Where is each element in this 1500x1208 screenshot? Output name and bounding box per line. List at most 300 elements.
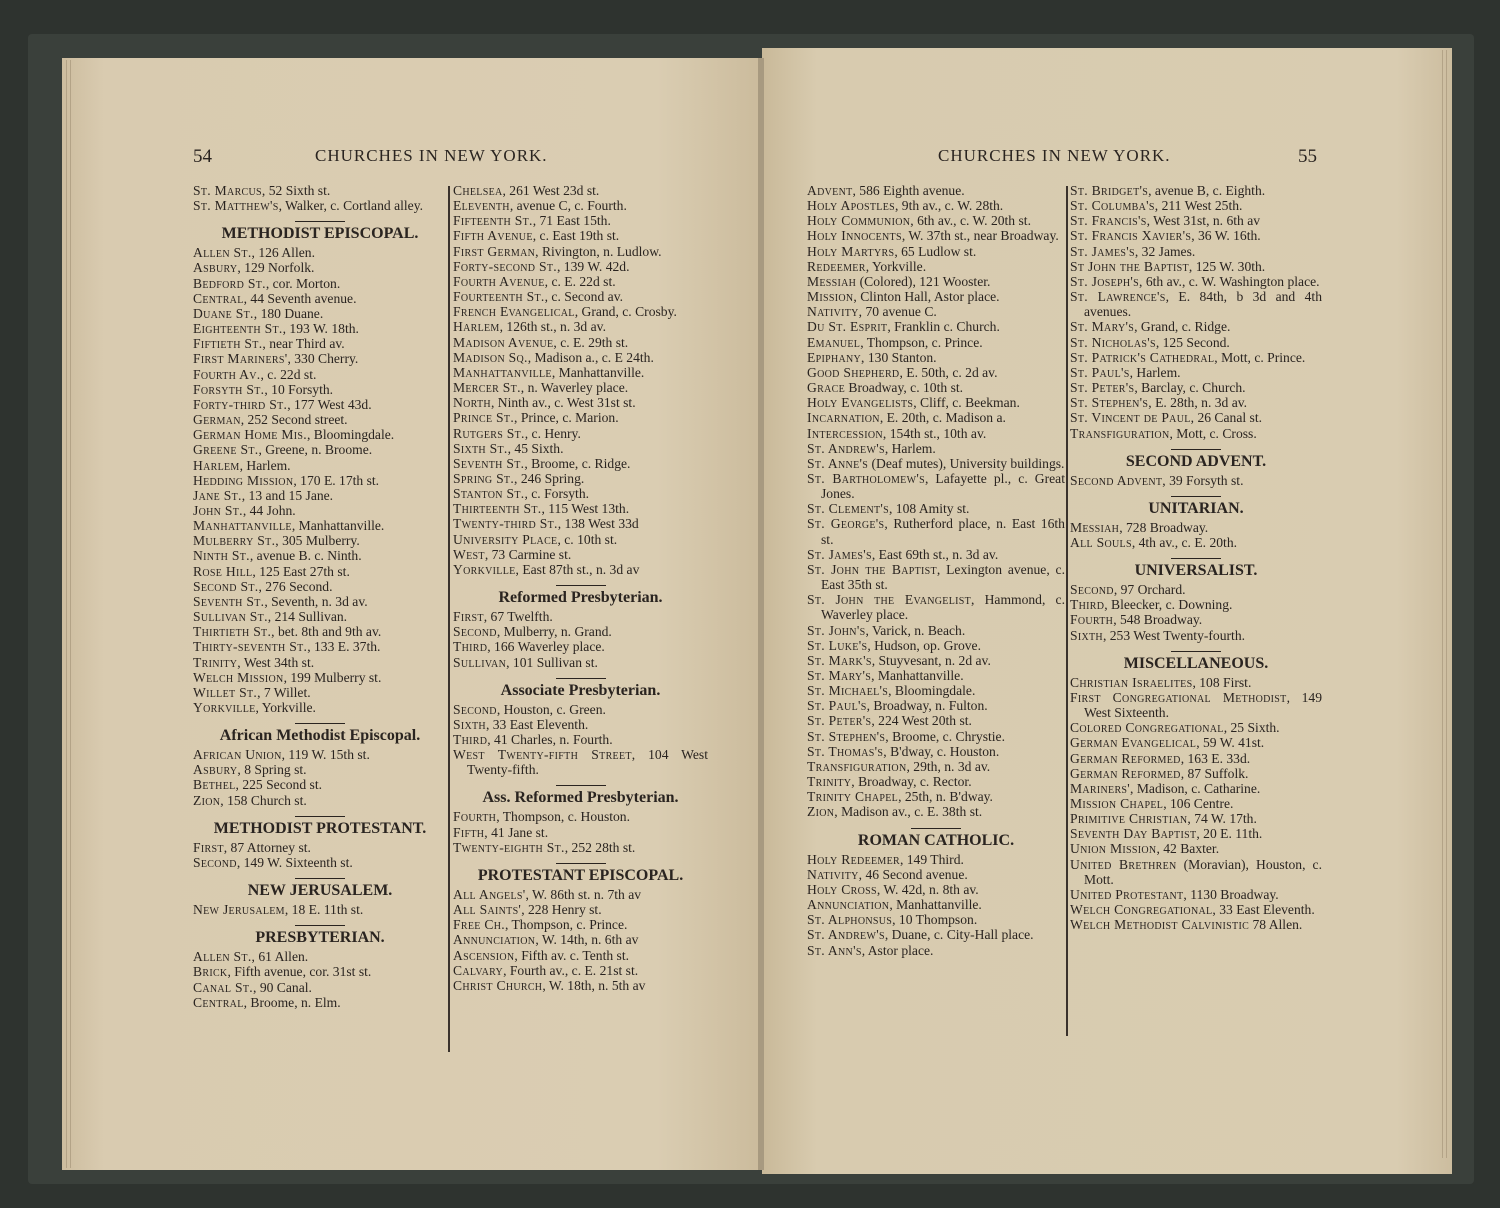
church-address: , 211 West 25th. (1154, 198, 1243, 214)
section-rule (295, 878, 345, 879)
church-name: Sullivan (453, 654, 507, 670)
church-address: , c. Second av. (544, 289, 624, 305)
church-address: , Hudson, op. Grove. (867, 637, 981, 653)
church-entry (193, 488, 447, 503)
church-entry (807, 683, 1065, 698)
church-address: , 108 Amity st. (889, 501, 970, 517)
church-entry (193, 503, 447, 518)
church-entry (453, 410, 708, 425)
church-name: Seventh St. (453, 455, 525, 471)
denomination-heading: African Methodist Episcopal. (219, 727, 421, 745)
section-rule (1171, 558, 1221, 559)
church-address: , 214 Sullivan. (267, 609, 348, 625)
church-name: Du St. Esprit (807, 319, 888, 335)
church-name: St. James's (1070, 243, 1135, 259)
church-address: , 180 Duane. (253, 305, 324, 321)
church-name: Bethel (193, 777, 236, 793)
denomination-heading: NEW JERUSALEM. (247, 882, 393, 900)
church-entry (1070, 350, 1322, 365)
church-entry (1070, 183, 1322, 198)
church-name: St. Thomas's (807, 743, 884, 759)
denomination-heading: METHODIST EPISCOPAL. (221, 225, 419, 243)
church-entry (807, 213, 1065, 228)
church-entry (453, 289, 708, 304)
church-name: Advent (807, 183, 853, 198)
church-address: , Barclay, c. Church. (1134, 380, 1246, 396)
church-address: , W. 18th, n. 5th av (542, 977, 646, 993)
section-rule (1171, 449, 1221, 450)
church-name: All Souls (1070, 534, 1132, 550)
church-entry (193, 336, 447, 351)
church-entry (807, 867, 1065, 882)
church-entry (453, 809, 708, 824)
church-address: , 42 Baxter. (1156, 841, 1220, 857)
church-entry (453, 274, 708, 289)
church-address: , c. E. 29th st. (553, 334, 629, 350)
church-entry (193, 473, 447, 488)
church-entry (1070, 198, 1322, 213)
church-name: St. Marcus (193, 183, 262, 198)
church-name: Transfiguration (1070, 425, 1170, 441)
church-entry (193, 624, 447, 639)
church-address: , 261 West 23d st. (502, 183, 600, 198)
church-entry (453, 547, 708, 562)
church-entry (453, 825, 708, 840)
church-entry (193, 412, 447, 427)
church-address: , 163 E. 33d. (1180, 750, 1251, 766)
church-entry (193, 855, 447, 870)
church-address: , 74 W. 17th. (1187, 811, 1257, 827)
church-name: Annunciation (807, 897, 890, 913)
church-name: Central (193, 994, 244, 1010)
church-name: First Mariners' (193, 351, 288, 367)
church-address: , avenue B. c. Ninth. (249, 548, 362, 564)
page-edge (70, 60, 71, 1168)
church-address: , Rivington, n. Ludlow. (535, 243, 662, 259)
church-name: Stanton St. (453, 486, 525, 502)
church-name: Eleventh (453, 198, 510, 214)
church-address: , B'dway, c. Houston. (883, 743, 1000, 759)
church-entry (193, 260, 447, 275)
church-name: St. Ann's (807, 942, 862, 958)
church-address: , Broadway, c. Rector. (851, 774, 972, 790)
church-address: , 44 Seventh avenue. (243, 290, 357, 306)
church-name: Intercession (807, 425, 883, 441)
church-name: Incarnation (807, 410, 880, 426)
church-address: , 199 Mulberry st. (283, 669, 382, 685)
church-address: , cor. Morton. (265, 275, 341, 291)
church-address: , 33 East Eleventh. (1212, 902, 1315, 918)
church-entry (807, 804, 1065, 819)
church-name: Second Advent (1070, 472, 1163, 488)
church-name: Holy Communion (807, 213, 911, 229)
church-address: , 87 Suffolk. (1180, 765, 1249, 781)
church-address: , 330 Cherry. (287, 351, 359, 367)
church-name: Yorkville (193, 700, 256, 715)
church-address: , Astor place. (861, 942, 934, 958)
church-address: , 32 James. (1134, 243, 1196, 259)
page-number-right: 55 (1298, 146, 1317, 167)
church-name: Fourth Av. (193, 366, 261, 382)
church-address: , 44 John. (242, 502, 296, 518)
denomination-heading: UNIVERSALIST. (1134, 562, 1258, 580)
church-entry (807, 471, 1065, 501)
church-address: , n. Waverley place. (520, 380, 629, 396)
church-entry (453, 516, 708, 531)
church-name: Twenty-eighth St. (453, 839, 565, 855)
church-name: Epiphany (807, 349, 862, 365)
church-address: , 586 Eighth avenue. (852, 183, 965, 198)
church-address: , 1130 Broadway. (1183, 886, 1279, 902)
church-name: First Congregational Methodist (1070, 689, 1287, 705)
church-address: , 25th, n. B'dway. (898, 789, 993, 805)
church-address: , 177 West 43d. (287, 396, 372, 412)
church-name: Mercer St. (453, 380, 521, 396)
section-rule (1171, 496, 1221, 497)
church-name: Messiah (807, 273, 857, 289)
church-name: German Reformed (1070, 750, 1181, 766)
church-name: United Protestant (1070, 886, 1184, 902)
church-name: Welch Methodist Calvinistic (1070, 917, 1250, 933)
church-entry (807, 759, 1065, 774)
church-address: , 149 West Sixteenth. (1084, 689, 1322, 721)
church-name: Holy Evangelists (807, 395, 914, 411)
church-entry (193, 609, 447, 624)
church-entry (193, 995, 447, 1010)
church-address: , 106 Centre. (1163, 796, 1234, 811)
page-edge (66, 60, 67, 1168)
church-address: , 61 Allen. (251, 949, 309, 965)
church-name: Mariners' (1070, 780, 1131, 796)
church-name: Thirtieth St. (193, 624, 272, 640)
church-name: Seventh Day Baptist (1070, 826, 1197, 842)
church-address: , 13 and 15 Jane. (241, 487, 334, 503)
church-entry (193, 670, 447, 685)
church-entry (193, 700, 447, 715)
church-name: St. Patrick's Cathedral (1070, 349, 1215, 365)
church-address: , 133 E. 37th. (307, 639, 381, 655)
church-address: , 252 Second street. (240, 412, 348, 428)
church-entry (453, 365, 708, 380)
page-edge (1446, 50, 1447, 1158)
church-entry (807, 395, 1065, 410)
church-address: , Varick, n. Beach. (865, 622, 966, 638)
section-rule (295, 816, 345, 817)
church-name: Eighteenth St. (193, 321, 283, 337)
church-address: , 170 E. 17th st. (293, 472, 380, 488)
church-address: , 253 West Twenty-fourth. (1102, 627, 1246, 643)
church-address: , c. Henry. (524, 425, 581, 441)
church-name: St. Clement's (807, 501, 889, 517)
running-head-right: CHURCHES IN NEW YORK. (938, 146, 1171, 165)
church-address: , Greene, n. Broome. (258, 442, 373, 458)
church-entry (1070, 380, 1322, 395)
church-name: Allen St. (193, 245, 252, 261)
column-divider (448, 186, 450, 1052)
church-entry (193, 427, 447, 442)
church-entry (807, 789, 1065, 804)
church-entry (1070, 395, 1322, 410)
church-name: All Saints' (453, 902, 522, 918)
church-entry (453, 747, 708, 777)
church-address: , 119 W. 15th st. (281, 747, 370, 763)
church-name: Fifth Avenue (453, 228, 533, 244)
church-address: , 125 East 27th st. (252, 563, 350, 579)
church-entry (193, 351, 447, 366)
church-entry (807, 927, 1065, 942)
church-address: , Madison a., c. E 24th. (527, 349, 654, 365)
denomination-heading: ROMAN CATHOLIC. (857, 831, 1015, 849)
church-entry (1070, 675, 1322, 690)
church-name: St. Columba's (1070, 198, 1155, 214)
church-name: St. Peter's (807, 713, 872, 729)
church-name: French Evangelical (453, 304, 575, 320)
denomination-heading: PRESBYTERIAN. (255, 929, 385, 947)
church-entry (193, 382, 447, 397)
church-entry (807, 729, 1065, 744)
column-left-2 (453, 183, 708, 993)
church-address: , Mott, c. Cross. (1169, 425, 1257, 441)
church-entry (453, 917, 708, 932)
church-name: Union Mission (1070, 841, 1157, 857)
church-entry (807, 244, 1065, 259)
church-name: First (453, 609, 484, 625)
church-entry (193, 594, 447, 609)
church-name: St. Alphonsus (807, 912, 893, 928)
church-name: First German (453, 243, 536, 259)
section-rule (556, 863, 606, 864)
church-address: , 20 E. 11th. (1196, 826, 1263, 842)
church-address: , 90 Canal. (253, 979, 312, 995)
church-entry (453, 702, 708, 717)
church-name: Sixth (1070, 627, 1103, 643)
church-address: , Bleecker, c. Downing. (1104, 597, 1233, 613)
church-address: , Houston, c. Green. (496, 701, 606, 717)
church-address: , Stuyvesant, n. 2d av. (871, 652, 991, 668)
church-address: , 149 W. Sixteenth st. (236, 854, 353, 870)
church-name: Free Ch. (453, 917, 505, 933)
church-entry (1070, 597, 1322, 612)
church-name: Fourteenth St. (453, 289, 545, 305)
church-name: Welch Mission (193, 669, 284, 685)
church-name: Rutgers St. (453, 425, 525, 441)
church-entry (807, 897, 1065, 912)
church-entry (1070, 213, 1322, 228)
church-entry (1070, 917, 1322, 932)
church-address: , 73 Carmine st. (484, 546, 572, 562)
church-entry (807, 882, 1065, 897)
church-name: St. Luke's (807, 637, 868, 653)
church-name: Zion (807, 804, 835, 820)
church-name: St. Lawrence's (1070, 289, 1166, 305)
denomination-heading: UNITARIAN. (1148, 499, 1244, 517)
church-address: , Mulberry, n. Grand. (496, 624, 612, 640)
church-address: , Harlem. (1129, 364, 1181, 380)
church-address: , Madison, c. Catharine. (1130, 780, 1261, 796)
church-entry (193, 397, 447, 412)
church-entry (807, 653, 1065, 668)
church-entry (1070, 244, 1322, 259)
church-entry (453, 350, 708, 365)
church-address: (Moravian), Houston, c. Mott. (1084, 856, 1322, 887)
church-address: , 46 Second avenue. (858, 866, 968, 882)
church-entry (1070, 289, 1322, 319)
church-entry (453, 609, 708, 624)
church-name: Prince St. (453, 410, 515, 426)
church-entry (807, 713, 1065, 728)
church-address: , avenue B, c. Eighth. (1148, 183, 1266, 198)
church-address: , c. 22d st. (260, 366, 317, 382)
church-entry (193, 980, 447, 995)
church-address: , bet. 8th and 9th av. (271, 624, 382, 640)
church-name: Good Shepherd (807, 364, 900, 380)
church-address: , 126th st., n. 3d av. (499, 319, 606, 335)
church-entry (453, 213, 708, 228)
church-entry (807, 274, 1065, 289)
church-entry (453, 902, 708, 917)
church-entry (1070, 335, 1322, 350)
church-name: Asbury (193, 260, 238, 276)
church-name: Grace (807, 380, 845, 396)
church-entry (453, 319, 708, 334)
church-entry (453, 532, 708, 547)
church-address: , W. 42d, n. 8th av. (876, 881, 979, 897)
church-name: Thirty-seventh St. (193, 639, 308, 655)
church-entry (807, 623, 1065, 638)
church-entry (193, 655, 447, 670)
church-entry (1070, 319, 1322, 334)
church-address: , 193 W. 18th. (282, 321, 359, 337)
church-address: , 728 Broadway. (1119, 519, 1209, 535)
church-address: , 246 Spring. (514, 470, 585, 486)
church-name: St. Bridget's (1070, 183, 1149, 198)
church-entry (807, 304, 1065, 319)
church-entry (193, 458, 447, 473)
church-entry (193, 902, 447, 917)
church-name: Second (1070, 582, 1114, 598)
church-name: Trinity (807, 774, 852, 790)
church-address: , Yorkville. (255, 700, 316, 715)
section-rule (295, 925, 345, 926)
denomination-heading: Reformed Presbyterian. (498, 589, 663, 607)
church-entry (1070, 426, 1322, 441)
church-address: , East 87th st., n. 3d av (515, 561, 640, 577)
church-entry (807, 774, 1065, 789)
church-address: , 18 E. 11th st. (284, 902, 364, 918)
church-address: , 101 Sullivan st. (506, 654, 598, 670)
church-address: , W. 37th st., near Broadway. (901, 228, 1059, 244)
church-address: , Prince, c. Marion. (514, 410, 619, 426)
church-address: , 8 Spring st. (237, 762, 307, 778)
church-name: African Union (193, 747, 282, 763)
church-entry (807, 183, 1065, 198)
church-name: Chelsea (453, 183, 503, 198)
church-name: St. Stephen's (807, 728, 886, 744)
church-address: , 67 Twelfth. (483, 609, 553, 625)
church-address: , Fifth avenue, cor. 31st st. (227, 964, 372, 980)
church-entry (1070, 751, 1322, 766)
church-entry (1070, 781, 1322, 796)
church-address: , 87 Attorney st. (223, 839, 311, 855)
church-name: St. Mary's (1070, 319, 1135, 335)
church-entry (807, 319, 1065, 334)
church-address: , W. 14th, n. 6th av (535, 932, 639, 948)
book-gutter (758, 58, 764, 1170)
church-address: , Lexington avenue, c. East 35th st. (821, 561, 1065, 593)
church-entry (193, 321, 447, 336)
church-entry (453, 198, 708, 213)
church-name: Forsyth St. (193, 381, 265, 397)
church-address: , Thompson, c. Prince. (504, 917, 628, 933)
church-entry (807, 441, 1065, 456)
church-address: , 125 W. 30th. (1188, 258, 1266, 274)
church-name: Second (193, 854, 237, 870)
church-address: , 125 Second. (1155, 334, 1230, 350)
church-entry (453, 486, 708, 501)
page-edge (1442, 50, 1443, 1158)
church-entry (453, 426, 708, 441)
church-address: , Seventh, n. 3d av. (264, 593, 368, 609)
church-address: , 130 Stanton. (861, 349, 937, 365)
church-name: Thirteenth St. (453, 501, 542, 517)
church-address: , Broome, c. Chrystie. (885, 728, 1005, 744)
church-address: , 276 Second. (258, 578, 333, 594)
church-name: University Place (453, 531, 558, 547)
church-name: Sixth (453, 716, 486, 732)
church-entry (453, 244, 708, 259)
church-entry (453, 717, 708, 732)
church-name: Hedding Mission (193, 472, 294, 488)
church-entry (807, 516, 1065, 546)
denomination-heading: Ass. Reformed Presbyterian. (482, 789, 679, 807)
church-address: , 138 West 33d (557, 516, 639, 532)
church-name: St. Paul's (1070, 364, 1130, 380)
church-address: , Duane, c. City-Hall place. (884, 927, 1034, 943)
church-name: Harlem (453, 319, 500, 335)
church-address: , avenue C, c. Fourth. (509, 198, 627, 214)
church-address: , West 34th st. (237, 654, 315, 670)
church-name: West (453, 546, 485, 562)
church-address: , 126 Allen. (251, 245, 315, 261)
church-entry (193, 949, 447, 964)
church-entry (807, 335, 1065, 350)
church-name: St. George's (807, 516, 885, 532)
church-entry (807, 365, 1065, 380)
church-name: Christ Church (453, 977, 543, 993)
church-name: Christian Israelites (1070, 674, 1193, 690)
church-name: Allen St. (193, 949, 252, 965)
church-name: Rose Hill (193, 563, 253, 579)
church-address: , Manhattanville. (889, 897, 982, 913)
church-name: Willet St. (193, 684, 258, 700)
church-address: , Grand, c. Ridge. (1134, 319, 1231, 335)
church-address: , 97 Orchard. (1113, 582, 1186, 598)
church-name: Mulberry St. (193, 533, 276, 549)
church-address: , 225 Second st. (235, 777, 322, 793)
church-entry (807, 456, 1065, 471)
church-entry (453, 380, 708, 395)
church-name: Forty-third St. (193, 396, 288, 412)
church-name: Harlem (193, 457, 240, 473)
church-entry (1070, 826, 1322, 841)
church-name: Canal St. (193, 979, 254, 995)
church-entry (453, 259, 708, 274)
church-entry (1070, 259, 1322, 274)
church-entry (193, 198, 447, 213)
church-address: , Yorkville. (865, 258, 927, 274)
church-entry (453, 562, 708, 577)
church-entry (193, 442, 447, 457)
